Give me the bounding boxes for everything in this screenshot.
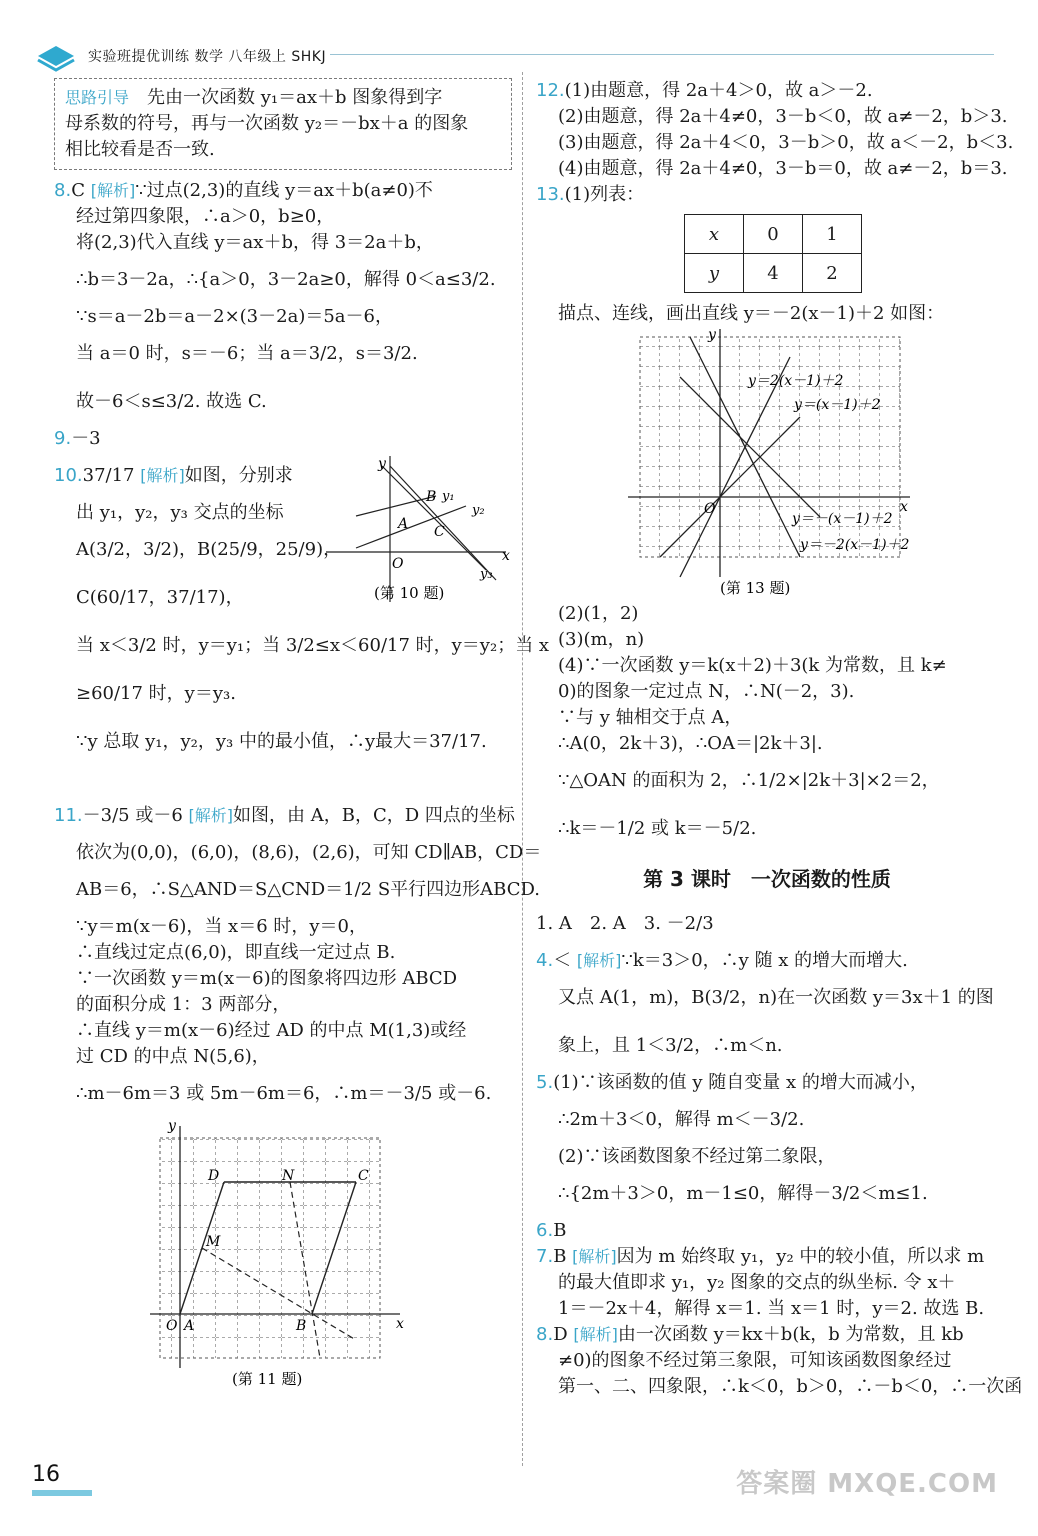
- hint-box: [54, 78, 512, 170]
- text-line: (2)由题意，得 2a＋4≠0，3－b＜0，故 a≠－2，b＞3.: [558, 106, 1008, 127]
- label-y: y: [168, 1118, 176, 1134]
- text-line: 又点 A(1，m)，B(3/2，n)在一次函数 y＝3x＋1 的图: [558, 987, 994, 1008]
- label-y: y: [708, 327, 716, 343]
- text-line: 如图，由 A，B，C，D 四点的坐标: [233, 805, 515, 826]
- text-line: (1)∵该函数的值 y 随自变量 x 的增大而减小，: [553, 1072, 928, 1093]
- analysis-tag: [解析]: [188, 806, 234, 825]
- label-b: B: [296, 1318, 307, 1334]
- text-line: A(3/2，3/2)，B(25/9，25/9)，: [76, 539, 342, 560]
- label-x: x: [396, 1316, 404, 1332]
- graph-label: y＝2(x－1)＋2: [748, 373, 844, 389]
- text-line: (1)由题意，得 2a＋4＞0，故 a＞－2.: [564, 80, 873, 101]
- text-line: 经过第四象限，∴a＞0，b≥0，: [76, 206, 335, 227]
- figure-caption: (第 10 题): [374, 584, 445, 602]
- text-line: (2)∵该函数图象不经过第二象限，: [558, 1146, 836, 1167]
- text-line: 依次为(0,0)，(6,0)，(8,6)，(2,6)，可知 CD∥AB，CD＝: [76, 842, 542, 863]
- answer: B: [553, 1220, 567, 1241]
- text-line: ∴直线过定点(6,0)，即直线一定过点 B.: [76, 942, 396, 963]
- text-line: ∵k＝3＞0，∴y 随 x 的增大而增大.: [621, 950, 908, 971]
- text-line: (2)(1，2): [558, 603, 639, 624]
- answer: ＜: [553, 950, 572, 971]
- label-o: O: [166, 1318, 178, 1334]
- text-line: 当 a＝0 时，s＝－6；当 a＝3/2，s＝3/2.: [76, 343, 418, 364]
- text-line: ∵y＝m(x－6)，当 x＝6 时，y＝0，: [76, 916, 368, 937]
- question-number: 8.: [536, 1324, 554, 1345]
- label-m: M: [206, 1234, 221, 1250]
- label-d: D: [208, 1168, 220, 1184]
- hint-line: 先由一次函数 y₁＝ax＋b 图象得到字: [147, 87, 443, 108]
- text-line: 的面积分成 1：3 两部分，: [76, 994, 291, 1015]
- question-number: 8.: [54, 180, 72, 201]
- label-y: y: [378, 456, 386, 472]
- question-number: 5.: [536, 1072, 554, 1093]
- text-line: ∵△OAN 的面积为 2，∴1/2×|2k＋3|×2＝2，: [558, 770, 940, 791]
- answer: －3: [71, 428, 101, 449]
- question-8-right: [536, 1322, 1023, 1400]
- text-line: ∵y 总取 y₁，y₂，y₃ 中的最小值，∴y最大＝37/17.: [76, 731, 487, 752]
- table-row: [685, 254, 862, 293]
- question-12: [536, 78, 1014, 182]
- figure-10: [326, 456, 516, 606]
- text-line: ∴直线 y＝m(x－6)经过 AD 的中点 M(1,3)或经: [76, 1020, 467, 1041]
- header-rule: [330, 54, 994, 55]
- analysis-tag: [解析]: [140, 466, 185, 485]
- question-number: 9.: [54, 428, 72, 449]
- text-line: (3)(m，n): [558, 629, 645, 650]
- left-column: [54, 78, 550, 1392]
- question-number: 13.: [536, 184, 565, 205]
- answer: －3/5 或－6: [82, 805, 183, 826]
- text-line: 当 x＜3/2 时，y＝y₁；当 3/2≤x＜60/17 时，y＝y₂；当 x: [76, 635, 550, 656]
- graph-label: y＝－(x－1)＋2: [792, 511, 893, 527]
- label-x: x: [900, 499, 908, 515]
- text-line: ≠0)的图象不经过第三象限，可知该函数图象经过: [558, 1350, 952, 1371]
- text-line: (3)由题意，得 2a＋4＜0，3－b＞0，故 a＜－2，b＜3.: [558, 132, 1014, 153]
- text-line: (1)列表：: [564, 184, 645, 205]
- hint-tag: 思路引导: [65, 88, 130, 107]
- text-line: (4)∵一次函数 y＝k(x＋2)＋3(k 为常数，且 k≠: [558, 655, 947, 676]
- table-cell: 2: [803, 254, 862, 293]
- text-line: ≥60/17 时，y＝y₃.: [76, 683, 236, 704]
- text-line: ∵与 y 轴相交于点 A，: [558, 707, 743, 728]
- question-number: 4.: [536, 950, 554, 971]
- question-11: [54, 792, 542, 1392]
- text-line: ∴2m＋3＜0，解得 m＜－3/2.: [558, 1109, 805, 1130]
- question-5: [536, 1070, 998, 1218]
- text-line: 的最大值即求 y₁，y₂ 图象的交点的纵坐标. 令 x＋: [558, 1272, 956, 1293]
- text-line: 故－6＜s≤3/2. 故选 C.: [76, 391, 267, 412]
- table-cell: x: [685, 215, 744, 254]
- text-line: 将(2,3)代入直线 y＝ax＋b，得 3＝2a＋b，: [76, 232, 434, 253]
- answers-1-3: 1. A 2. A 3. －2/3: [536, 913, 714, 934]
- question-number: 12.: [536, 80, 565, 101]
- header-title: 实验班提优训练 数学 八年级上 SHKJ: [88, 49, 327, 65]
- text-line: ∵s＝a－2b＝a－2×(3－2a)＝5a－6，: [76, 306, 393, 327]
- question-number: 7.: [536, 1246, 554, 1267]
- text-line: ∴A(0，2k＋3)，∴OA＝|2k＋3|.: [558, 733, 823, 754]
- text-line: ∴k＝－1/2 或 k＝－5/2.: [558, 818, 757, 839]
- label-c: C: [358, 1168, 369, 1184]
- text-line: (4)由题意，得 2a＋4≠0，3－b＝0，故 a≠－2，b＝3.: [558, 158, 1008, 179]
- question-number: 11.: [54, 805, 83, 826]
- section-title: 第 3 课时 一次函数的性质: [643, 867, 891, 891]
- answer: D: [553, 1324, 568, 1345]
- text-line: 出 y₁，y₂，y₃ 交点的坐标: [76, 502, 284, 523]
- table-row: [685, 215, 862, 254]
- figure-11: [150, 1118, 420, 1388]
- analysis-tag: [解析]: [573, 1325, 618, 1344]
- answer: B: [553, 1246, 567, 1267]
- label-y1: y₁: [442, 489, 455, 504]
- question-13: [536, 182, 998, 853]
- table-cell: 4: [744, 254, 803, 293]
- question-number: 6.: [536, 1220, 554, 1241]
- label-o: O: [392, 556, 404, 572]
- text-line: 象上，且 1＜3/2，∴m＜n.: [558, 1035, 783, 1056]
- text-line: 因为 m 始终取 y₁，y₂ 中的较小值，所以求 m: [616, 1246, 985, 1267]
- analysis-tag: [解析]: [576, 951, 622, 970]
- page-number: 16: [32, 1462, 60, 1487]
- text-line: 如图，分别求: [184, 465, 293, 486]
- figure-caption: (第 11 题): [232, 1370, 303, 1388]
- answer: C: [71, 180, 85, 201]
- label-a: A: [398, 516, 409, 532]
- text-line: 第一、二、四象限，∴k＜0，b＞0，∴－b＜0，∴一次函: [558, 1376, 1023, 1397]
- text-line: ∴m－6m＝3 或 5m－6m＝6，∴m＝－3/5 或－6.: [76, 1083, 492, 1104]
- label-y2: y₂: [472, 503, 485, 518]
- column-divider: [522, 72, 523, 1466]
- figure-13: [620, 327, 920, 597]
- book-logo-icon: [34, 42, 82, 72]
- text-line: ∵一次函数 y＝m(x－6)的图象将四边形 ABCD: [76, 968, 458, 989]
- question-8: [54, 178, 512, 426]
- question-6: [536, 1218, 998, 1244]
- graph-label: y＝－2(x－1)＋2: [800, 537, 910, 553]
- value-table: [684, 214, 862, 293]
- question-number: 10.: [54, 465, 83, 486]
- text-line: ∴b＝3－2a，∴{a＞0，3－2a≥0，解得 0＜a≤3/2.: [76, 269, 496, 290]
- analysis-tag: [解析]: [572, 1247, 617, 1266]
- label-n: N: [282, 1168, 295, 1184]
- label-c: C: [434, 524, 445, 540]
- table-cell: 0: [744, 215, 803, 254]
- text-line: 0)的图象一定过点 N，∴N(－2，3).: [558, 681, 855, 702]
- text-line: ∴{2m＋3＞0，m－1≤0，解得－3/2＜m≤1.: [558, 1183, 928, 1204]
- question-7: [536, 1244, 998, 1322]
- text-line: 过 CD 的中点 N(5,6)，: [76, 1046, 270, 1067]
- figure-caption: (第 13 题): [720, 579, 791, 597]
- question-9: [54, 426, 512, 452]
- text-line: C(60/17，37/17)，: [76, 587, 244, 608]
- table-cell: y: [685, 254, 744, 293]
- analysis-tag: [解析]: [90, 181, 136, 200]
- right-column: [536, 78, 1023, 1400]
- label-b: B: [426, 489, 437, 505]
- table-cell: 1: [803, 215, 862, 254]
- question-10: [54, 452, 550, 792]
- hint-line: 相比较看是否一致.: [65, 139, 215, 160]
- watermark: 答案圈 MXQE.COM: [736, 1469, 998, 1499]
- answer: 37/17: [82, 465, 135, 486]
- label-y3: y₃: [480, 567, 493, 582]
- text-line: 1＝－2x＋4，解得 x＝1. 当 x＝1 时，y＝2. 故选 B.: [558, 1298, 985, 1319]
- hint-line: 母系数的符号，再与一次函数 y₂＝－bx＋a 的图象: [65, 113, 469, 134]
- text-line: 由一次函数 y＝kx＋b(k，b 为常数，且 kb: [617, 1324, 964, 1345]
- question-4: [536, 948, 998, 1070]
- label-x: x: [502, 548, 510, 564]
- text-line: AB＝6，∴S△AND＝S△CND＝1/2 S平行四边形ABCD.: [76, 879, 541, 900]
- text-line: ∵过点(2,3)的直线 y＝ax＋b(a≠0)不: [135, 180, 433, 201]
- page-number-bar: [32, 1490, 92, 1496]
- label-a: A: [184, 1318, 195, 1334]
- graph-label: y＝(x－1)＋2: [794, 397, 881, 413]
- text-line: 描点、连线，画出直线 y＝－2(x－1)＋2 如图：: [558, 303, 945, 324]
- label-o: O: [704, 501, 716, 517]
